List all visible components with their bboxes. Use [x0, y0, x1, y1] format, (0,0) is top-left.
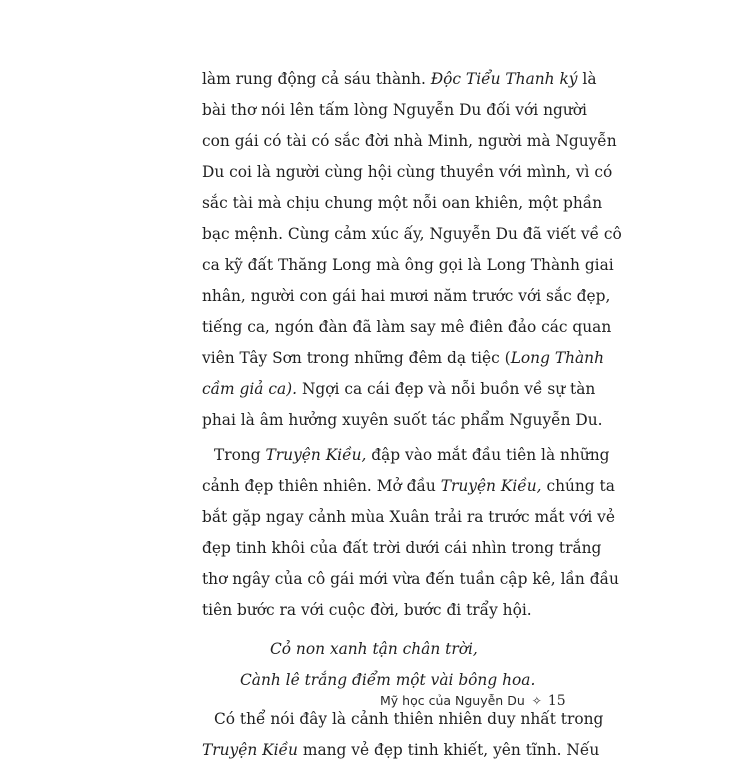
text-run: mang vẻ đẹp tinh khiết, yên tĩnh. Nếu: [297, 741, 600, 759]
text-run: làm rung động cả sáu thành.: [202, 70, 431, 88]
text-run: là: [577, 70, 597, 88]
text-run: viên Tây Sơn trong những đêm dạ tiệc (: [202, 349, 511, 367]
text-run: chúng ta: [541, 477, 615, 495]
verse-quote: [202, 634, 550, 696]
text-line: [202, 471, 615, 502]
running-footer: [380, 689, 566, 713]
work-title: Truyện Kiều,: [440, 477, 542, 495]
work-title: Truyện Kiều: [202, 741, 298, 759]
text-run: Ngợi ca cái đẹp và nỗi buồn về sự tàn: [297, 380, 596, 398]
text-line: bài thơ nói lên tấm lòng Nguyễn Du đối với người: [202, 101, 587, 119]
page-number: 15: [547, 693, 566, 709]
text-line: phai là âm hưởng xuyên suốt tác phẩm Nguyễn Du.: [202, 411, 603, 429]
running-title: Mỹ học của Nguyễn Du: [380, 693, 525, 708]
text-run: cảnh đẹp thiên nhiên. Mở đầu: [202, 477, 441, 495]
text-line: đẹp tinh khôi của đất trời dưới cái nhìn trong trắng: [202, 539, 602, 557]
text-line: tiếng ca, ngón đàn đã làm say mê điên đảo các quan: [202, 318, 612, 336]
text-line: Có thể nói đây là cảnh thiên nhiên duy nhất trong: [214, 710, 604, 728]
text-line: [202, 735, 600, 766]
paragraph: [202, 704, 604, 766]
text-run: Trong: [214, 446, 266, 464]
four-point-star-icon: ✧: [531, 694, 542, 708]
text-line: con gái có tài có sắc đời nhà Minh, người mà Nguyễn: [202, 132, 617, 150]
work-title: Truyện Kiều,: [265, 446, 367, 464]
work-title: Long Thành: [510, 349, 605, 367]
text-line: [202, 64, 597, 95]
work-title: cầm giả ca).: [202, 380, 298, 398]
paragraph: [202, 440, 619, 626]
paragraph: [202, 64, 622, 436]
text-line: thơ ngây của cô gái mới vừa đến tuần cập kê, lần đầu: [202, 570, 619, 588]
text-line: [202, 374, 596, 405]
text-line: [202, 440, 610, 471]
verse-line: Cỏ non xanh tận chân trời,: [270, 640, 478, 658]
text-line: [202, 343, 605, 374]
verse-line: Cành lê trắng điểm một vài bông hoa.: [240, 671, 536, 689]
text-line: tiên bước ra với cuộc đời, bước đi trẩy hội.: [202, 601, 532, 619]
text-line: sắc tài mà chịu chung một nỗi oan khiên, một phần: [202, 194, 603, 212]
text-line: bắt gặp ngay cảnh mùa Xuân trải ra trước mắt với vẻ: [202, 508, 615, 526]
text-line: nhân, người con gái hai mươi năm trước với sắc đẹp,: [202, 287, 611, 305]
text-line: ca kỹ đất Thăng Long mà ông gọi là Long Thành giai: [202, 256, 614, 274]
text-line: Du coi là người cùng hội cùng thuyền với mình, vì có: [202, 163, 613, 181]
text-line: bạc mệnh. Cùng cảm xúc ấy, Nguyễn Du đã viết về cô: [202, 225, 622, 243]
text-run: đập vào mắt đầu tiên là những: [366, 446, 610, 464]
work-title: Độc Tiểu Thanh ký: [430, 70, 578, 88]
